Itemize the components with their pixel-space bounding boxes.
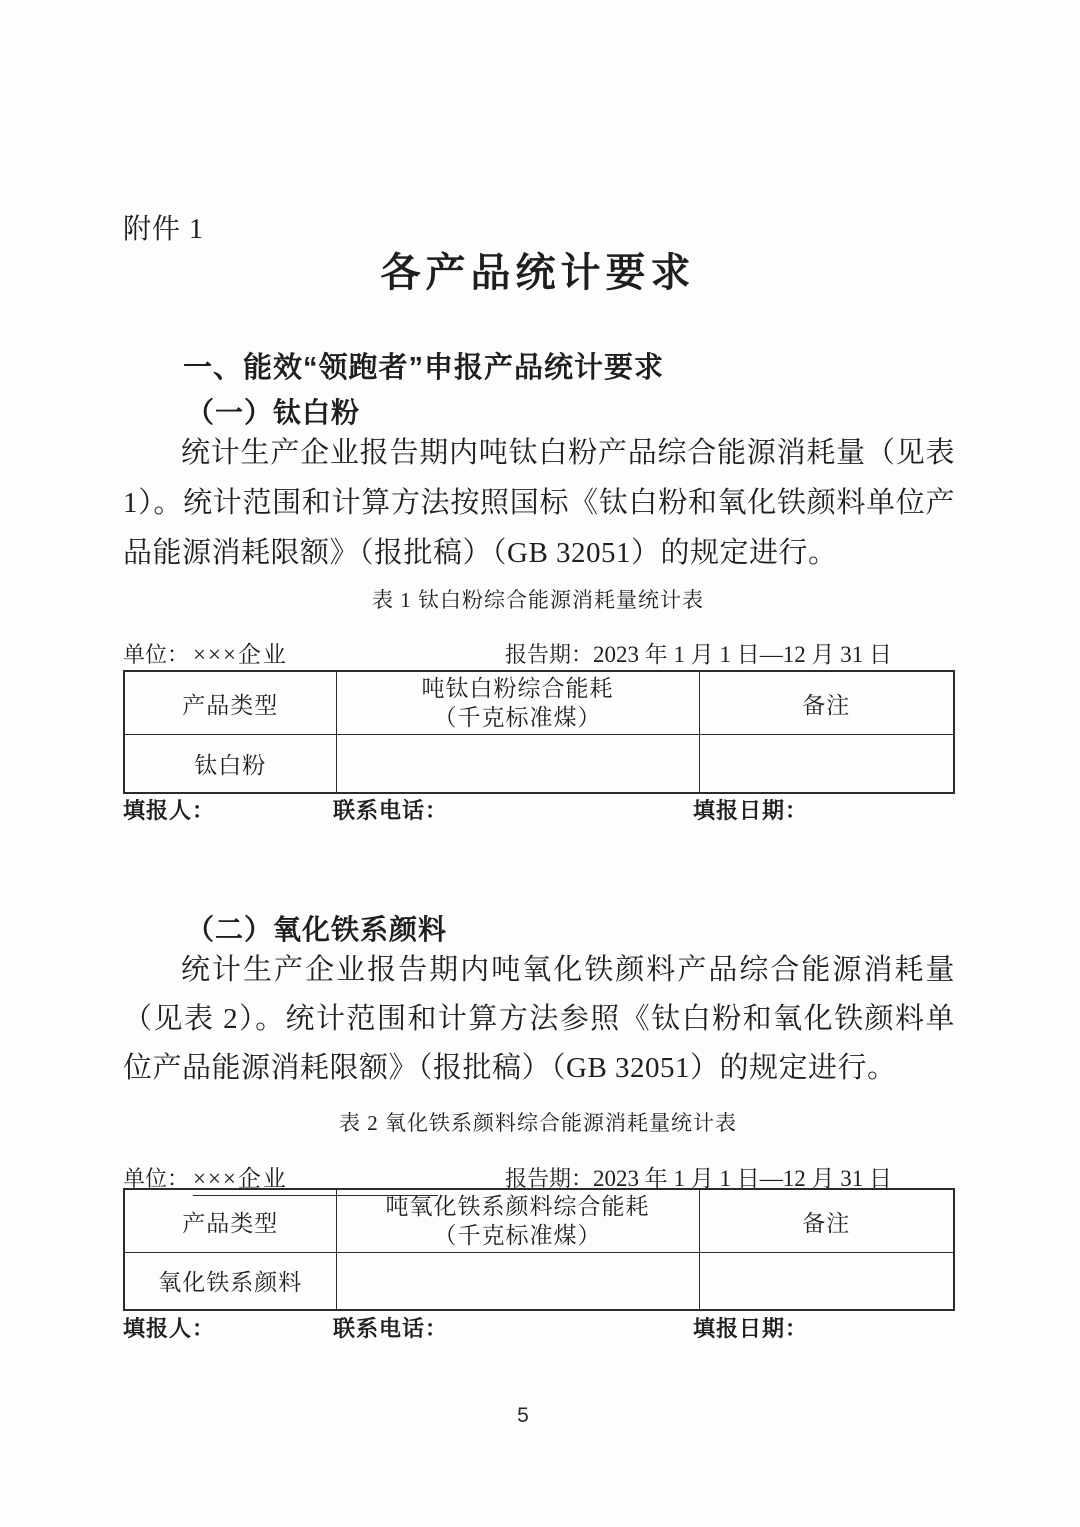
subsection-2-heading: （二）氧化铁系颜料	[186, 915, 448, 946]
document-title: 各产品统计要求	[380, 250, 696, 295]
subsection-2-paragraph: 统计生产企业报告期内吨氧化铁颜料产品综合能源消耗量（见表 2）。统计范围和计算方法参照《钛白粉和氧化铁颜料单位产品能源消耗限额》（报批稿）（GB 32051）的规定进行。	[123, 954, 955, 1084]
phone-label: 联系电话：	[333, 798, 449, 823]
period-value: 2023 年 1 月 1 日—12 月 31 日	[593, 1166, 893, 1191]
date-label: 填报日期：	[693, 1316, 809, 1341]
table-1-caption: 表 1 钛白粉综合能源消耗量统计表	[372, 588, 704, 612]
table-2	[123, 1188, 955, 1311]
table-1-cell-energy-value	[336, 735, 699, 793]
period-group	[505, 636, 892, 669]
table-2-header-energy	[336, 1189, 699, 1253]
table-2-data-row	[124, 1253, 954, 1310]
table-2-header-product: 产品类型	[124, 1189, 336, 1253]
table-2-header-remark: 备注	[699, 1189, 954, 1253]
table-2-footer	[123, 1312, 955, 1344]
page-number: 5	[517, 1404, 529, 1427]
table-2-header-energy-line1: 吨氧化铁系颜料综合能耗	[385, 1194, 650, 1219]
phone-label: 联系电话：	[333, 1316, 449, 1341]
section-heading: 一、能效“领跑者”申报产品统计要求	[183, 352, 665, 384]
unit-label: 单位：	[123, 642, 190, 667]
unit-label: 单位：	[123, 1166, 190, 1191]
period-value: 2023 年 1 月 1 日—12 月 31 日	[593, 642, 893, 667]
period-label: 报告期：	[505, 1166, 594, 1191]
table-1-header-remark: 备注	[699, 671, 954, 735]
unit-value: ×××企业	[193, 1160, 438, 1196]
unit-value: ×××企业	[193, 636, 438, 672]
table-1-header-energy	[336, 671, 699, 735]
subsection-1-paragraph: 统计生产企业报告期内吨钛白粉产品综合能源消耗量（见表 1）。统计范围和计算方法按照国标《钛白粉和氧化铁颜料单位产品能源消耗限额》（报批稿）（GB 32051）的规定进行。	[123, 437, 955, 569]
table-2-header-energy-line2: （千克标准煤）	[433, 1223, 602, 1248]
table-2-header-row	[124, 1189, 954, 1253]
table-2-cell-energy-value	[336, 1253, 699, 1310]
period-label: 报告期：	[505, 642, 594, 667]
table-1-footer	[123, 794, 955, 826]
table-2-cell-product: 氧化铁系颜料	[124, 1253, 336, 1310]
table-1	[123, 670, 955, 794]
table-1-header-energy-line2: （千克标准煤）	[433, 705, 602, 730]
filler-label: 填报人：	[123, 798, 216, 823]
table-1-header-row	[124, 671, 954, 735]
table-1-data-row	[124, 735, 954, 793]
table-1-cell-product: 钛白粉	[124, 735, 336, 793]
table-1-cell-remark-value	[699, 735, 954, 793]
table-1-header-energy-line1: 吨钛白粉综合能耗	[421, 676, 614, 701]
subsection-1-heading: （一）钛白粉	[186, 398, 361, 429]
date-label: 填报日期：	[693, 798, 809, 823]
table-2-cell-remark-value	[699, 1253, 954, 1310]
attachment-label: 附件 1	[123, 214, 205, 245]
table-1-header-product: 产品类型	[124, 671, 336, 735]
table-1-meta-row	[123, 636, 955, 670]
table-2-caption: 表 2 氧化铁系颜料综合能源消耗量统计表	[339, 1111, 737, 1135]
filler-label: 填报人：	[123, 1316, 216, 1341]
